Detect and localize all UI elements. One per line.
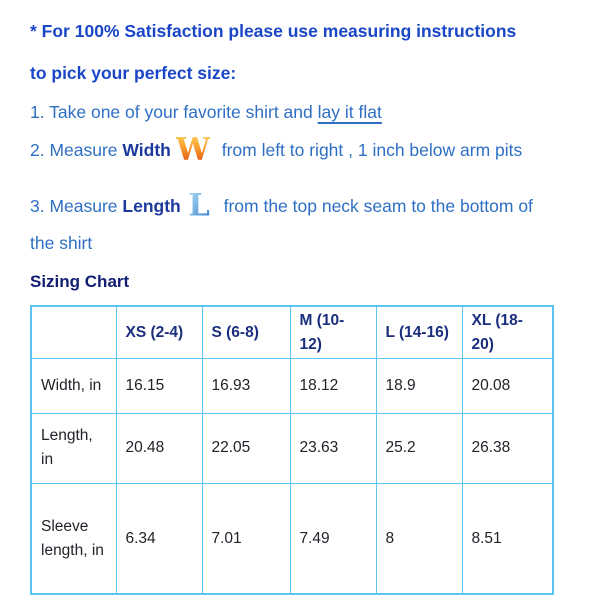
col-header-l: L (14-16) [376,306,462,358]
svg-text:W: W [175,132,210,168]
table-row-sleeve-length [31,483,553,594]
width-s: 16.93 [202,358,290,413]
row-label-length: Length, in [31,413,116,483]
length-s: 22.05 [202,413,290,483]
intro-title-line-1: * For 100% Satisfaction please use measuring instructions [30,21,517,41]
row-label-width: Width, in [31,358,116,413]
width-xl: 20.08 [462,358,553,413]
step-2-text: 2. Measure [30,140,123,160]
length-xl: 26.38 [462,413,553,483]
measuring-step-1 [30,100,576,124]
table-row-length [31,413,553,483]
length-xs: 20.48 [116,413,202,483]
length-m: 23.63 [290,413,376,483]
sleeve-l: 8 [376,483,462,594]
sleeve-xs: 6.34 [116,483,202,594]
intro-title-line-2: to pick your perfect size: [30,63,237,83]
col-header-s: S (6-8) [202,306,290,358]
step-3-text-wrap: the shirt [30,233,93,254]
svg-text:L: L [187,188,210,223]
sleeve-m: 7.49 [290,483,376,594]
col-header-xl: XL (18-20) [462,306,553,358]
width-m: 18.12 [290,358,376,413]
measuring-step-3 [30,188,576,261]
step-2-text-suffix: from left to right , 1 inch below arm pits [216,140,523,160]
step-3-text: 3. Measure [30,196,123,216]
corner-cell [31,306,116,358]
table-row-width [31,358,553,413]
step-2-width-term: Width [122,140,171,160]
letter-w-icon [176,129,210,167]
measuring-step-2 [30,128,576,172]
row-label-sleeve-length: Sleeve length, in [31,483,116,594]
width-xs: 16.15 [116,358,202,413]
col-header-xs: XS (2-4) [116,306,202,358]
letter-l-icon [186,186,212,222]
width-l: 18.9 [376,358,462,413]
sleeve-s: 7.01 [202,483,290,594]
sizing-chart-heading: Sizing Chart [30,272,130,292]
col-header-m: M (10-12) [290,306,376,358]
step-1-lay-it-flat-emphasis: lay it flat [317,102,382,122]
step-3-length-term: Length [122,196,181,216]
sizing-table [30,305,554,595]
length-l: 25.2 [376,413,462,483]
step-3-text-suffix: from the top neck seam to the bottom of [218,196,533,216]
table-header-row [31,306,553,358]
sleeve-xl: 8.51 [462,483,553,594]
step-1-text: 1. Take one of your favorite shirt and [30,102,318,122]
